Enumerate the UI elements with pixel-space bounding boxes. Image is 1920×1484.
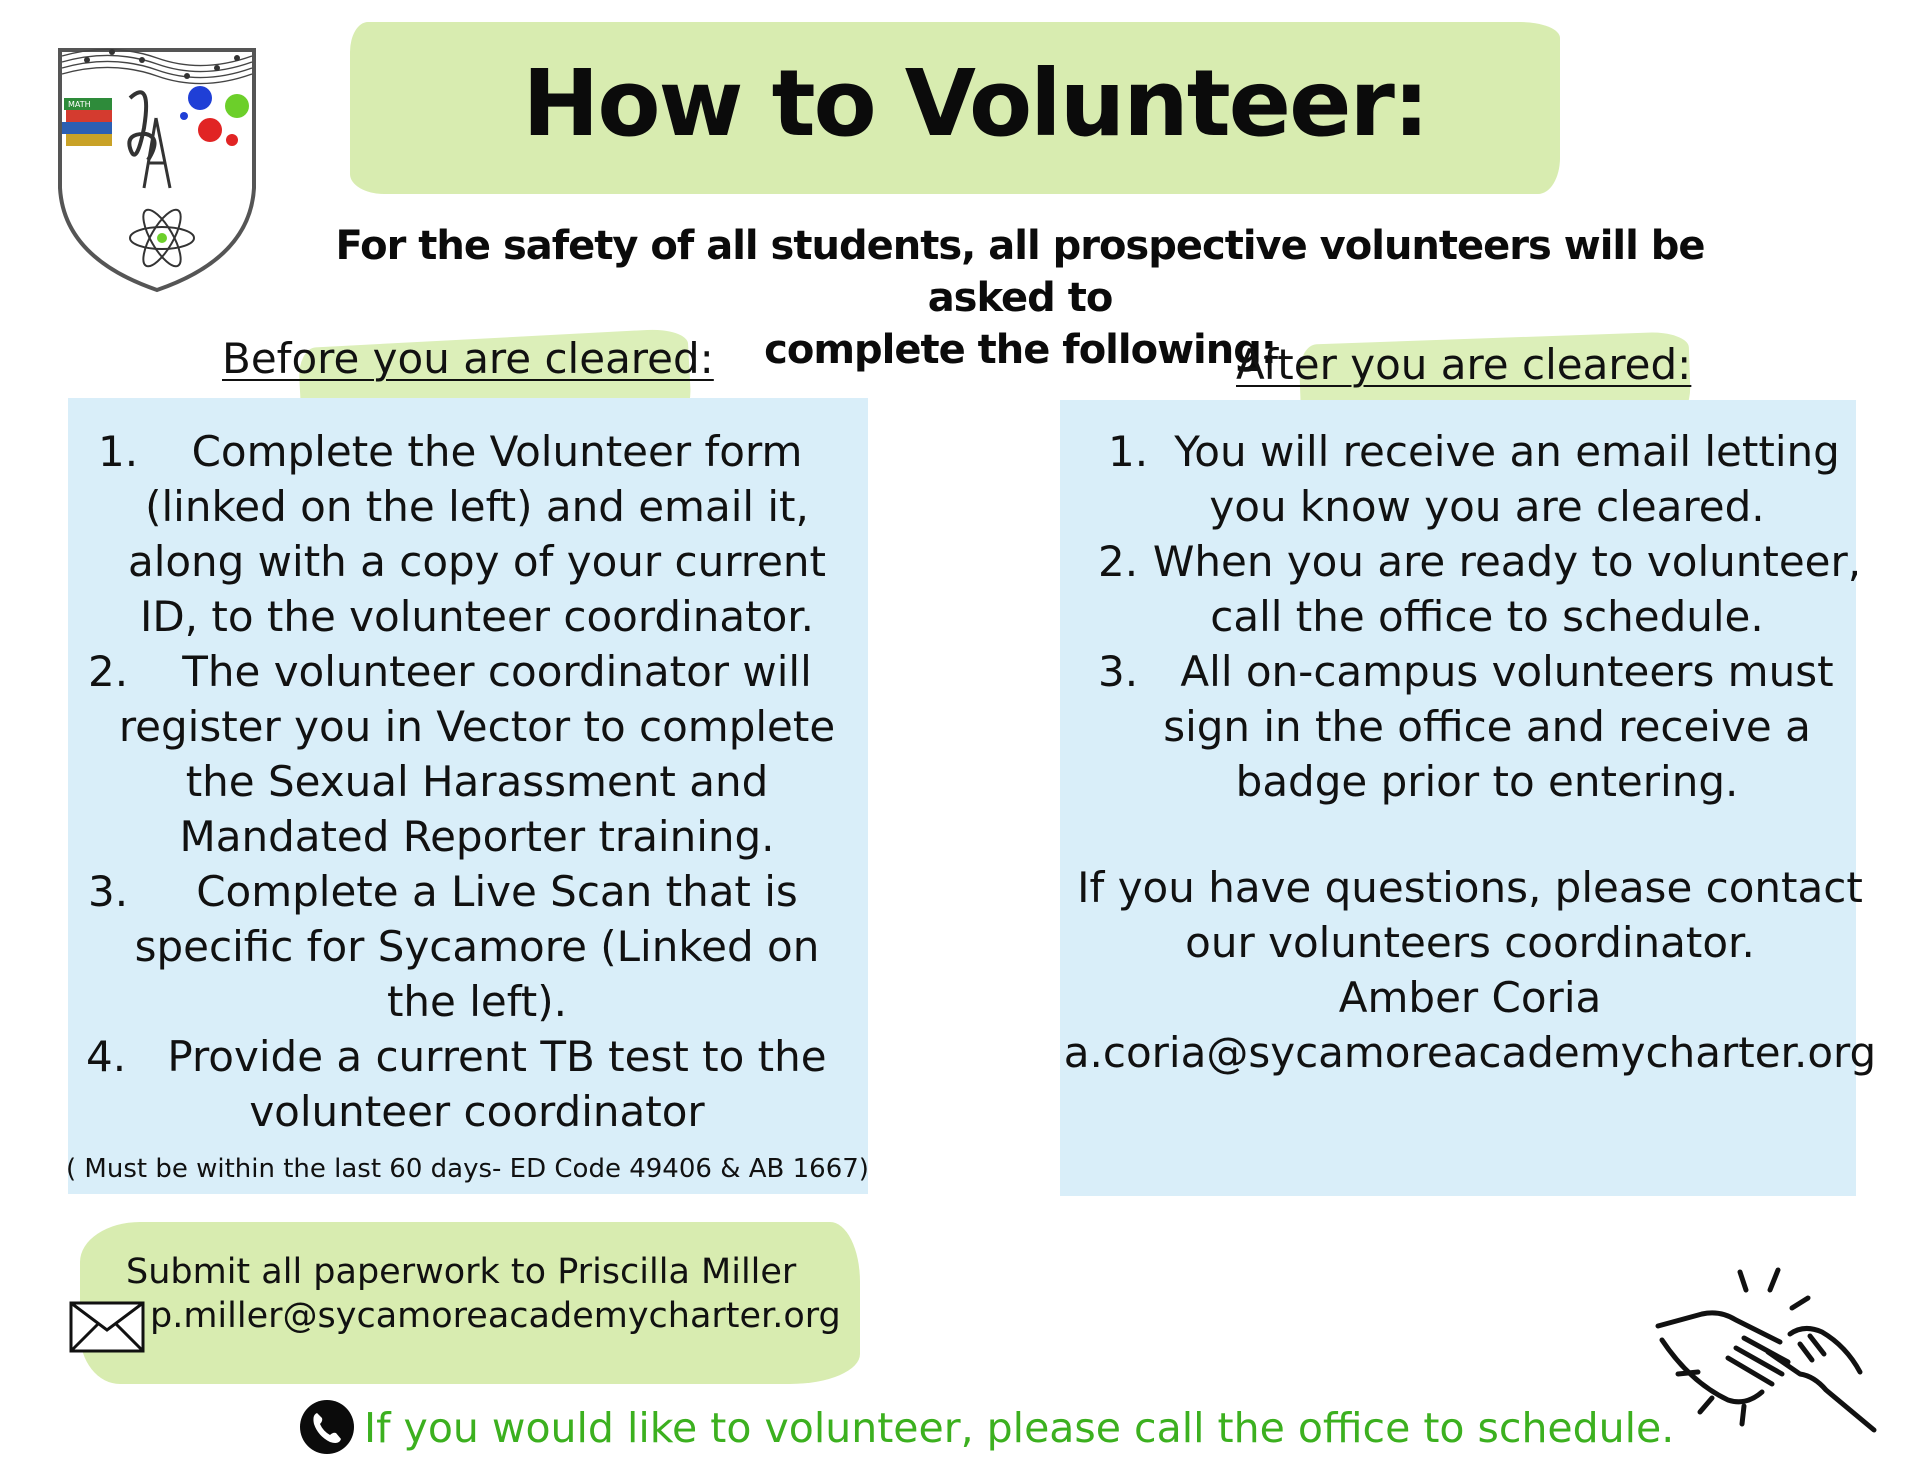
contact-line: If you have questions, please contact <box>1077 863 1863 912</box>
page-title: How to Volunteer: <box>522 50 1428 157</box>
book-label: MATH <box>68 100 91 109</box>
before-step-3-line: Complete a Live Scan that is <box>196 867 798 916</box>
before-step-3-line: specific for Sycamore (Linked on <box>134 922 820 971</box>
submit-email[interactable]: p.miller@sycamoreacademycharter.org <box>150 1296 841 1336</box>
before-step-2-line: the Sexual Harassment and <box>185 757 769 806</box>
after-step-2 <box>1094 534 1880 644</box>
before-step-1-line: (linked on the left) and email it, <box>145 482 809 531</box>
after-step-2-line: When you are ready to volunteer, <box>1152 537 1862 586</box>
before-step-2-line: Mandated Reporter training. <box>179 812 775 861</box>
safety-intro-line-2: complete the following: <box>764 327 1276 373</box>
before-step-1-number: 1. <box>98 427 139 476</box>
after-step-1 <box>1094 424 1880 534</box>
after-step-3-line: All on-campus volunteers must <box>1180 647 1834 696</box>
before-step-1 <box>82 424 872 644</box>
after-step-3-number: 3. <box>1098 647 1139 696</box>
before-step-2-number: 2. <box>88 647 129 696</box>
after-step-3-line: badge prior to entering. <box>1235 757 1739 806</box>
before-step-4-line: Provide a current TB test to the <box>167 1032 827 1081</box>
coordinator-email[interactable]: a.coria@sycamoreacademycharter.org <box>1063 1028 1877 1077</box>
after-step-1-number: 1. <box>1108 427 1149 476</box>
before-step-3-line: the left). <box>386 977 568 1026</box>
before-step-1-line: ID, to the volunteer coordinator. <box>139 592 815 641</box>
tb-test-note: ( Must be within the last 60 days- ED Code 49406 & AB 1667) <box>66 1154 869 1184</box>
before-heading: Before you are cleared: <box>222 334 714 383</box>
coordinator-name: Amber Coria <box>1338 973 1602 1022</box>
before-step-2-line: The volunteer coordinator will <box>182 647 812 696</box>
after-step-2-line: call the office to schedule. <box>1210 592 1764 641</box>
before-step-2-line: register you in Vector to complete <box>118 702 836 751</box>
after-steps <box>1094 424 1880 809</box>
school-crest-logo <box>52 38 262 293</box>
before-step-1-line: Complete the Volunteer form <box>191 427 803 476</box>
phone-icon <box>298 1398 356 1456</box>
after-step-3-line: sign in the office and receive a <box>1163 702 1811 751</box>
before-step-3-number: 3. <box>88 867 129 916</box>
before-step-3 <box>82 864 872 1029</box>
after-step-1-line: you know you are cleared. <box>1209 482 1765 531</box>
safety-intro-line-1: For the safety of all students, all prospective volunteers will be asked to <box>335 223 1705 321</box>
before-step-2 <box>82 644 872 864</box>
before-step-4-line: volunteer coordinator <box>249 1087 705 1136</box>
coordinator-contact <box>1060 860 1880 1080</box>
submit-line: Submit all paperwork to Priscilla Miller <box>126 1252 797 1292</box>
after-step-1-line: You will receive an email letting <box>1174 427 1840 476</box>
after-heading: After you are cleared: <box>1236 340 1692 389</box>
before-step-4 <box>82 1029 872 1139</box>
contact-line: our volunteers coordinator. <box>1185 918 1755 967</box>
before-step-1-line: along with a copy of your current <box>127 537 827 586</box>
after-step-2-number: 2. <box>1098 537 1139 586</box>
after-step-3 <box>1094 644 1880 809</box>
before-step-4-number: 4. <box>86 1032 127 1081</box>
before-steps <box>82 424 872 1139</box>
envelope-icon <box>68 1300 146 1354</box>
schedule-footer: If you would like to volunteer, please call the office to schedule. <box>364 1404 1675 1452</box>
